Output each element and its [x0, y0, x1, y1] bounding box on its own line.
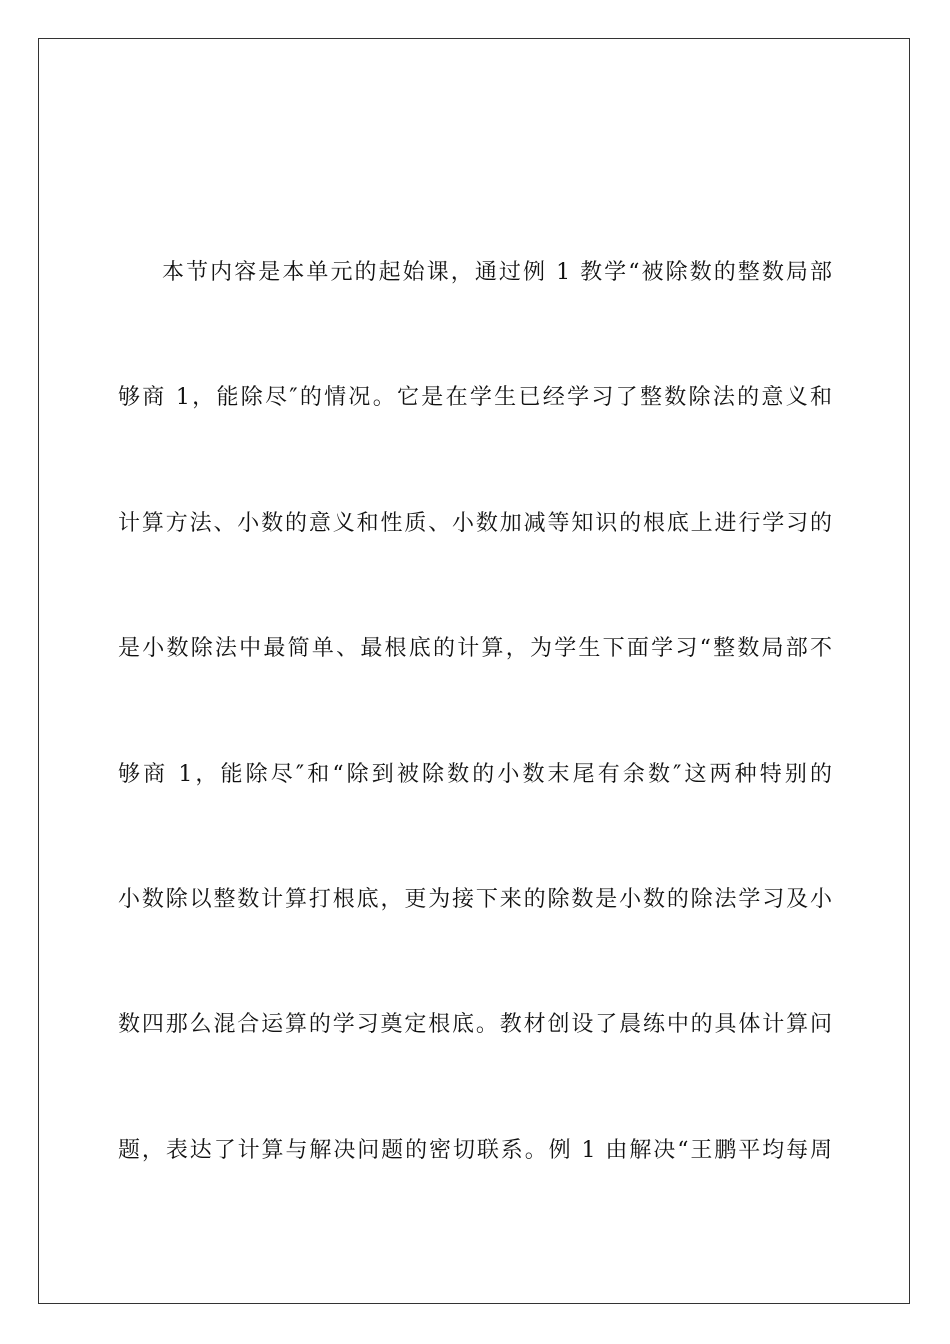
paragraph-line-1: 本节内容是本单元的起始课，通过例 1 教学“被除数的整数局部 — [162, 260, 833, 285]
paragraph-line-5: 够商 1，能除尽″和“除到被除数的小数末尾有余数″这两种特别的 — [118, 762, 833, 787]
paragraph-line-8: 题，表达了计算与解决问题的密切联系。例 1 由解决“王鹏平均每周 — [118, 1138, 833, 1163]
paragraph-line-2: 够商 1，能除尽″的情况。它是在学生已经学习了整数除法的意义和 — [118, 385, 833, 410]
paragraph-line-3: 计算方法、小数的意义和性质、小数加减等知识的根底上进行学习的 — [118, 511, 833, 536]
paragraph-line-6: 小数除以整数计算打根底，更为接下来的除数是小数的除法学习及小 — [118, 887, 833, 912]
page-border — [38, 38, 910, 1304]
paragraph-line-4: 是小数除法中最简单、最根底的计算，为学生下面学习“整数局部不 — [118, 636, 833, 661]
paragraph-line-7: 数四那么混合运算的学习奠定根底。教材创设了晨练中的具体计算问 — [118, 1012, 833, 1037]
